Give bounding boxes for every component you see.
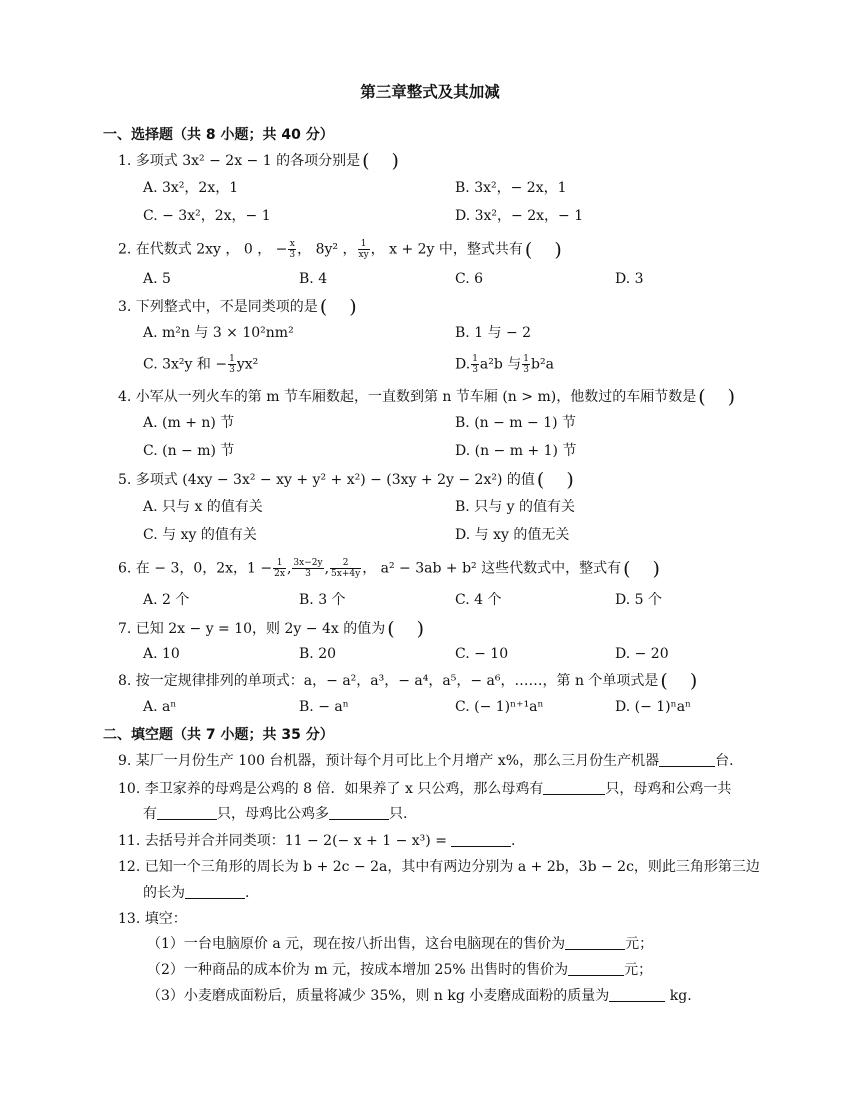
question-12-text: 12. 已知一个三角形的周长为 b + 2c − 2a，其中有两边分别为 a + 2b，3b − 2c，则此三角形第三边: [118, 859, 760, 875]
answer-bracket: ( ): [660, 670, 698, 692]
answer-blank[interactable]: [659, 752, 715, 767]
q1-option-d: D. 3x²，− 2x，− 1: [455, 208, 584, 224]
question-1: [118, 151, 399, 171]
answer-blank[interactable]: [329, 805, 389, 820]
answer-bracket: ( ): [698, 386, 736, 408]
fraction: $\frac{3x-2y}{3}$: [293, 558, 323, 579]
question-13-part-2: [147, 960, 652, 980]
question-10: [118, 779, 731, 799]
q6-option-b: B. 3 个: [299, 592, 346, 608]
answer-blank[interactable]: [609, 987, 665, 1002]
question-12-line-2: [143, 883, 249, 903]
q3-option-d: D. $\frac{1}{3}$ a²b 与 $\frac{1}{3}$ b²a: [455, 354, 554, 375]
question-13-part-3-text: （3）小麦磨成面粉后，质量将减少 35%，则 n kg 小麦磨成面粉的质量为: [147, 988, 610, 1004]
answer-bracket: ( ): [387, 618, 425, 640]
question-2-stem-mid: ， 8y² ，: [297, 241, 357, 258]
question-13-part-1: [147, 934, 653, 954]
q3-option-c: C. 3x²y 和 − $\frac{1}{3}$ yx²: [143, 354, 259, 375]
question-10-text: 10. 李卫家养的母鸡是公鸡的 8 倍．如果养了 x 只公鸡，那么母鸡有: [118, 781, 544, 797]
question-6: 6. 在 − 3，0，2x，1 − $\frac{1}{2x}$ , $\frac{3x-2y}{3}$ , $\frac{2}{5x+4y}$ ， a² − 3ab + b² 这些代数式中，整式有 ( ): [118, 557, 660, 580]
section-heading-choice: 一、选择题（共 8 小题；共 40 分）: [103, 127, 334, 143]
fraction: $\frac{1}{3}$: [472, 354, 478, 375]
question-1-stem: 1. 多项式 3x² − 2x − 1 的各项分别是: [118, 153, 361, 169]
q1-option-a: A. 3x²，2x，1: [143, 180, 239, 196]
page-title: 第三章整式及其加减: [360, 83, 500, 101]
question-9: [118, 751, 734, 771]
q4-option-c: C. (n − m) 节: [143, 443, 235, 459]
answer-blank[interactable]: [451, 832, 511, 847]
question-4: [118, 387, 735, 407]
q2-option-c: C. 6: [455, 271, 484, 287]
q8-option-d: D. (− 1)ⁿaⁿ: [615, 699, 692, 715]
q6-option-c: C. 4 个: [455, 592, 502, 608]
question-2-stem-pre: 2. 在代数式 2xy ， 0 ， −: [118, 241, 288, 258]
fraction: $\frac{1}{xy}$: [358, 239, 369, 260]
q8-option-b: B. − aⁿ: [299, 699, 349, 715]
question-7-stem: 7. 已知 2x − y = 10，则 2y − 4x 的值为: [118, 621, 386, 637]
question-3-stem: 3. 下列整式中，不是同类项的是: [118, 299, 318, 315]
q7-option-b: B. 20: [299, 646, 337, 662]
q5-option-b: B. 只与 y 的值有关: [455, 499, 575, 515]
answer-bracket: ( ): [319, 296, 357, 318]
question-12-tail: .: [245, 885, 250, 901]
question-13-part-2-tail: 元；: [624, 962, 653, 978]
q3-option-b: B. 1 与 − 2: [455, 325, 532, 341]
q7-option-a: A. 10: [143, 646, 180, 662]
question-10-text-l2-tail: 只.: [389, 806, 408, 822]
question-13-part-2-text: （2）一种商品的成本价为 m 元，按成本增加 25% 出售时的售价为: [147, 962, 569, 978]
question-13-part-3-tail: kg.: [665, 988, 692, 1004]
answer-blank[interactable]: [543, 780, 605, 795]
fraction: $\frac{x}{3}$: [289, 239, 296, 260]
q8-option-c: C. (− 1)ⁿ⁺¹aⁿ: [455, 699, 544, 715]
answer-blank[interactable]: [568, 961, 624, 976]
question-11-tail: .: [510, 833, 516, 849]
question-9-tail: 台.: [715, 753, 734, 769]
q4-option-b: B. (n − m − 1) 节: [455, 415, 577, 431]
question-9-text: 9. 某厂一月份生产 100 台机器，预计每个月可比上个月增产 x%，那么三月份生产机器: [118, 753, 660, 769]
answer-blank[interactable]: [185, 884, 245, 899]
q3-option-a: A. m²n 与 3 × 10²nm²: [143, 325, 294, 341]
answer-blank[interactable]: [157, 805, 217, 820]
question-3: [118, 297, 357, 317]
answer-bracket: ( ): [623, 557, 660, 580]
question-4-stem: 4. 小军从一列火车的第 m 节车厢数起，一直数到第 n 节车厢 (n > m)，他数过的车厢节数是: [118, 389, 697, 405]
q8-option-a: A. aⁿ: [143, 699, 177, 715]
question-6-stem-pre: 6. 在 − 3，0，2x，1 −: [118, 560, 273, 577]
question-10-text-l2: 有: [143, 806, 157, 822]
fraction: $\frac{1}{2x}$: [274, 558, 285, 579]
answer-blank[interactable]: [565, 935, 625, 950]
question-13: [118, 909, 187, 929]
question-5: [118, 470, 574, 490]
q4-option-a: A. (m + n) 节: [143, 415, 235, 431]
question-2-stem-post: ， x + 2y 中，整式共有: [370, 241, 523, 258]
q4-option-d: D. (n − m + 1) 节: [455, 443, 577, 459]
question-13-part-1-tail: 元；: [625, 936, 654, 952]
answer-bracket: ( ): [524, 238, 562, 261]
q2-option-a: A. 5: [143, 271, 171, 287]
question-8-stem: 8. 按一定规律排列的单项式：a，− a²，a³，− a⁴，a⁵，− a⁶，……，第 n 个单项式是: [118, 673, 659, 689]
question-7: [118, 619, 424, 639]
fraction: $\frac{1}{3}$: [523, 354, 530, 375]
question-10-text-l2-mid: 只，母鸡比公鸡多: [217, 806, 329, 822]
answer-bracket: ( ): [362, 150, 399, 172]
q5-option-a: A. 只与 x 的值有关: [143, 499, 263, 515]
q2-option-b: B. 4: [299, 271, 328, 287]
fraction: $\frac{1}{3}$: [229, 354, 235, 375]
question-13-part-3: [147, 986, 692, 1006]
q5-option-d: D. 与 xy 的值无关: [455, 527, 570, 543]
q1-option-c: C. − 3x²，2x，− 1: [143, 208, 271, 224]
question-13-part-1-text: （1）一台电脑原价 a 元，现在按八折出售，这台电脑现在的售价为: [147, 936, 566, 952]
question-2: [118, 239, 562, 260]
question-11: [118, 831, 515, 851]
section-heading-fill: 二、填空题（共 7 小题；共 35 分）: [103, 727, 334, 743]
q5-option-c: C. 与 xy 的值有关: [143, 527, 257, 543]
question-10-line-2: [143, 804, 407, 824]
question-10-text-cont: 只，母鸡和公鸡一共: [605, 781, 732, 797]
question-13-stem: 13. 填空：: [118, 911, 187, 927]
q7-option-c: C. − 10: [455, 646, 509, 662]
q7-option-d: D. − 20: [615, 646, 669, 662]
question-8: [118, 671, 697, 691]
q1-option-b: B. 3x²，− 2x，1: [455, 180, 567, 196]
question-5-stem: 5. 多项式 (4xy − 3x² − xy + y² + x²) − (3xy + 2y − 2x²) 的值: [118, 472, 535, 488]
question-11-text: 11. 去括号并合并同类项：11 − 2(− x + 1 − x³) =: [118, 833, 447, 849]
q6-option-a: A. 2 个: [143, 592, 190, 608]
answer-bracket: ( ): [536, 469, 574, 491]
fraction: $\frac{2}{5x+4y}$: [331, 558, 361, 579]
question-6-stem-post: ， a² − 3ab + b² 这些代数式中，整式有: [362, 560, 622, 577]
question-12: [118, 857, 760, 877]
question-12-text-l2: 的长为: [143, 885, 185, 901]
q6-option-d: D. 5 个: [615, 592, 662, 608]
q2-option-d: D. 3: [615, 271, 644, 287]
